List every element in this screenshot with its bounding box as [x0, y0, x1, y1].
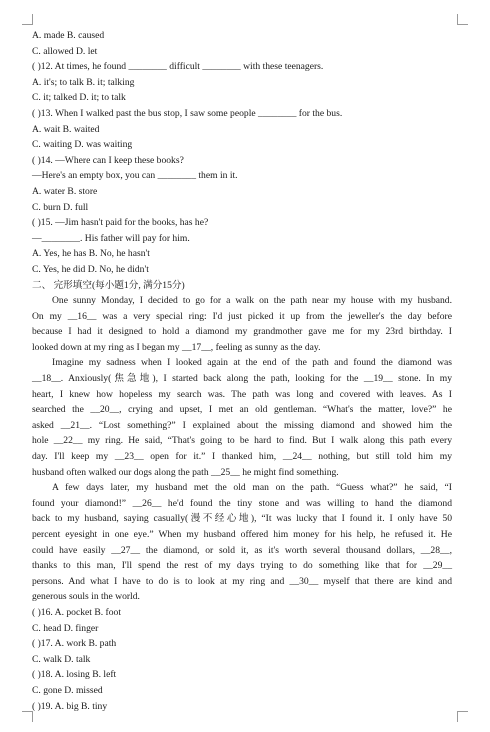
passage-line: could have easily __27__ the diamond, or sold it, as it's worth several thousand dollars, __28__, — [32, 544, 452, 556]
text-line: ( )14. —Where can I keep these books? — [32, 154, 184, 166]
passage-line: persons. And what I have to do is to look at my ring and __30__ myself that there are kind and — [32, 575, 452, 587]
passage-line: generous souls in the world. — [32, 591, 140, 603]
question-block-top — [32, 28, 452, 278]
cloze-passage — [32, 293, 452, 605]
passage-line: heart, I knew how hopeless my search was. The path was long and covered with leaves. As I — [32, 388, 452, 400]
passage-line: day. I'll keep my __23__ open for it.” I thanked him, __24__ nothing, but still told him my — [32, 451, 452, 463]
passage-line: __18__. Anxiously(焦急地), I started back along the path, looking for the __19__ stone. In my — [32, 373, 452, 385]
text-line: C. head D. finger — [32, 622, 99, 634]
passage-line: A few days later, my husband met the old man on the path. “Guess what?” he said, “I — [52, 482, 452, 494]
text-line: ( )13. When I walked past the bus stop, I saw some people ________ for the bus. — [32, 107, 343, 119]
passage-line: percent eyesight in one eye.” When my husband offered him money for his help, he refused it. He — [32, 529, 452, 540]
text-line: ( )19. A. big B. tiny — [32, 700, 108, 712]
passage-line: looked down at my ring as I began my __17__, feeling as sunny as the day. — [32, 341, 321, 353]
passage-line: back to my husband, saying casually(漫不经心地), “It was lucky that I found it. I only have 50 — [32, 513, 452, 525]
passage-line: On my __16__ was a very special ring: I'd just picked it up from the jeweller's the day before — [32, 310, 452, 322]
text-line: C. walk D. talk — [32, 653, 91, 665]
crop-mark-top-right — [457, 14, 468, 25]
text-line: C. waiting D. was waiting — [32, 139, 133, 151]
text-line: ( )17. A. work B. path — [32, 638, 117, 650]
text-line: C. burn D. full — [32, 201, 89, 213]
passage-line: searched the __20__, crying and upset, I met an old gentleman. “What's the matter, love?” he — [32, 404, 452, 416]
passage-line: because I had it designed to hold a diamond my grandmother gave me for my 23rd birthday. I — [32, 326, 452, 338]
exam-page — [32, 28, 452, 714]
passage-line: hole __22__ my ring. He said, “That's going to be hard to find. But I walk along this path every — [32, 435, 452, 447]
crop-mark-top-left — [22, 14, 33, 25]
passage-line: asked __21__. “Lost something?” I explained about the missing diamond and showed him the — [32, 419, 452, 431]
crop-mark-bottom-right — [457, 711, 468, 722]
text-line: A. water B. store — [32, 185, 98, 197]
text-line: ( )15. —Jim hasn't paid for the books, has he? — [32, 217, 209, 229]
text-line: A. made B. caused — [32, 30, 105, 41]
question-block-bottom — [32, 605, 452, 714]
passage-line: thanks to this man, I'll spend the rest of my days trying to do something like that for __29__ — [32, 560, 452, 572]
passage-line: One sunny Monday, I decided to go for a walk on the path near my house with my husband. — [52, 295, 452, 307]
passage-line: husband often walked our dogs along the path __25__ he might find something. — [32, 466, 339, 478]
text-line: ( )16. A. pocket B. foot — [32, 606, 121, 618]
passage-line: Imagine my sadness when I looked again at the end of the path and found the diamond was — [52, 357, 452, 369]
text-line: C. gone D. missed — [32, 684, 103, 696]
text-line: A. it's; to talk B. it; talking — [32, 76, 135, 88]
text-line: A. wait B. waited — [32, 123, 100, 135]
section-title: 二、 完形填空(每小题1分, 满分15分) — [32, 279, 185, 291]
text-line: ( )18. A. losing B. left — [32, 669, 117, 681]
text-line: C. it; talked D. it; to talk — [32, 92, 126, 104]
passage-line: found your diamond!” __26__ he'd found the tiny stone and was willing to hand the diamond — [32, 497, 452, 509]
text-line: C. Yes, he did D. No, he didn't — [32, 263, 149, 275]
text-line: —________. His father will pay for him. — [32, 232, 190, 244]
text-line: A. Yes, he has B. No, he hasn't — [32, 248, 150, 260]
text-line: ( )12. At times, he found ________ difficult ________ with these teenagers. — [32, 61, 324, 73]
text-line: C. allowed D. let — [32, 45, 98, 57]
text-line: —Here's an empty box, you can ________ them in it. — [32, 170, 238, 182]
